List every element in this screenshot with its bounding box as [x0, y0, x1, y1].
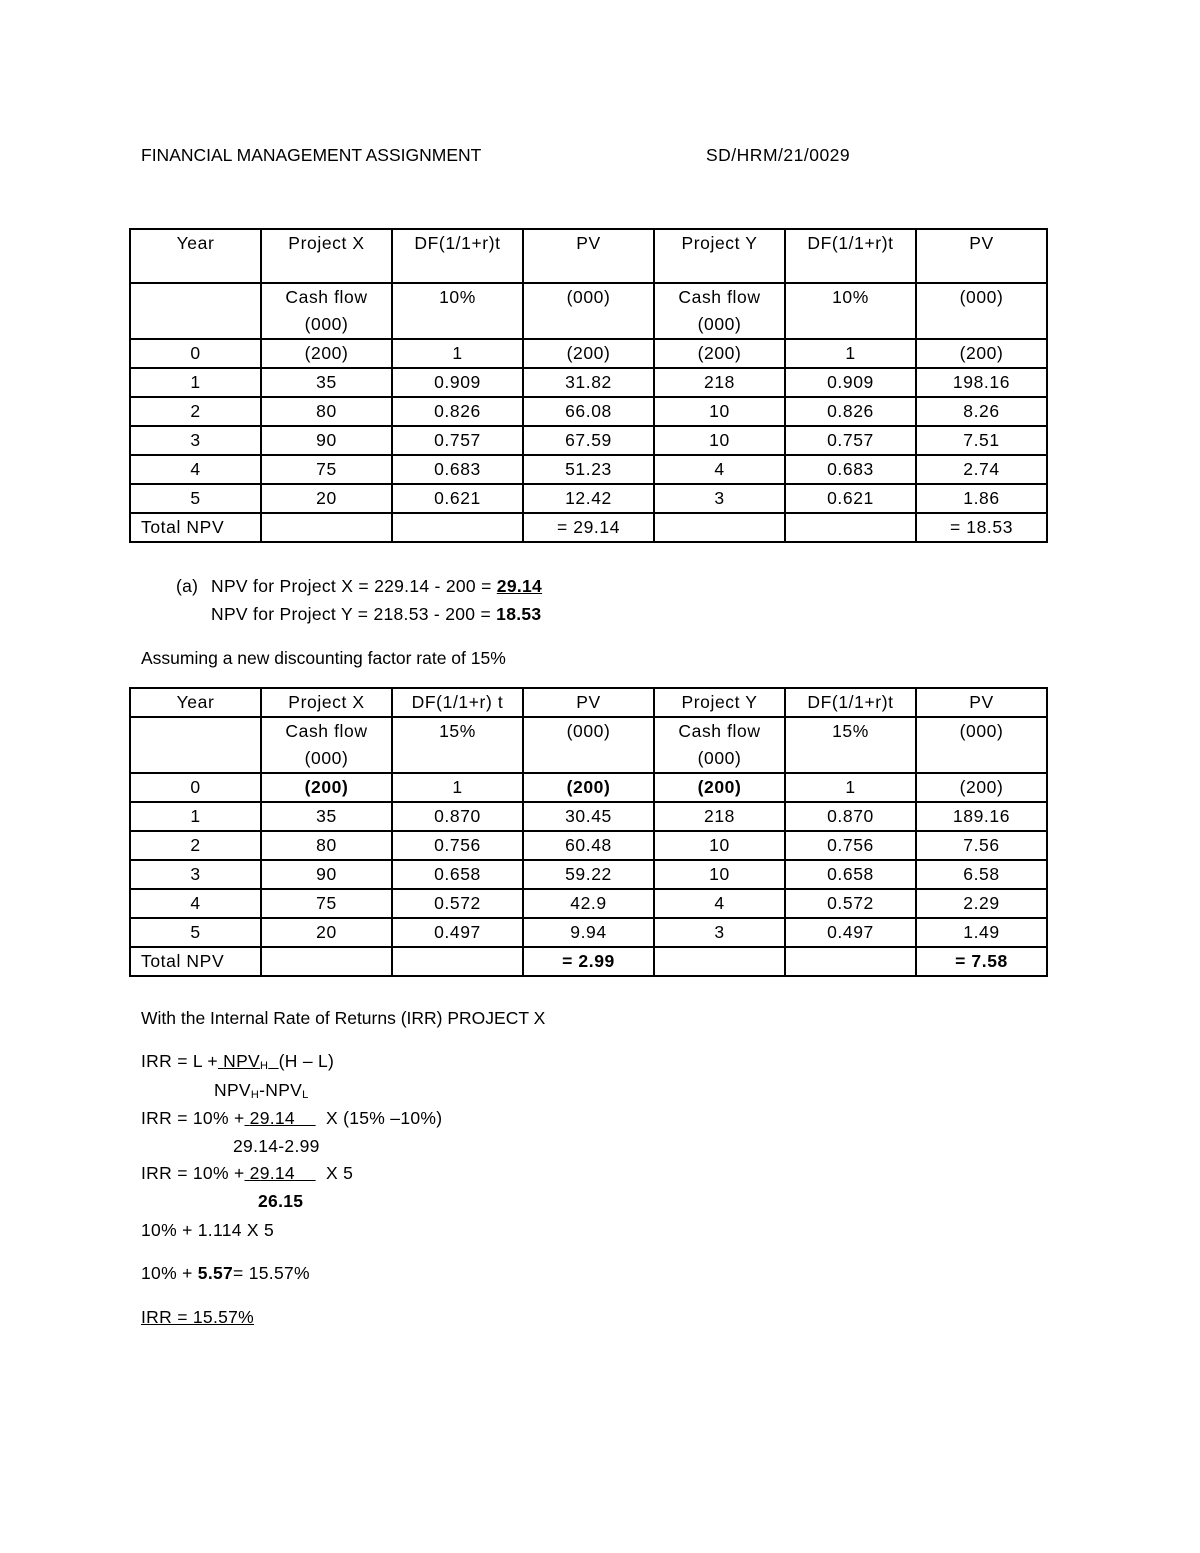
table-cell: 2	[130, 397, 261, 426]
table-cell-empty	[785, 513, 916, 542]
table-cell: 0.909	[785, 368, 916, 397]
table-row	[130, 426, 1047, 455]
table-cell: 35	[261, 368, 392, 397]
npv-y-result: 18.53	[496, 604, 542, 624]
table-cell: (200)	[523, 339, 654, 368]
irr-step4: 10% + 5.57= 15.57%	[141, 1263, 310, 1283]
table-cell: 90	[261, 860, 392, 889]
table-cell: 0	[130, 339, 261, 368]
table-cell-empty	[261, 513, 392, 542]
header-cell: Year	[130, 688, 261, 717]
table-cell: 4	[654, 889, 785, 918]
table-cell: 1	[130, 802, 261, 831]
table-cell: (200)	[261, 773, 392, 802]
header-cell: PV	[523, 688, 654, 717]
header-cell: 15%	[392, 717, 523, 773]
table-cell: 0.572	[785, 889, 916, 918]
table-cell: 30.45	[523, 802, 654, 831]
answer-a-label: (a)	[176, 576, 199, 596]
table-cell: 10	[654, 860, 785, 889]
table-cell: 1.49	[916, 918, 1047, 947]
table-cell: 4	[654, 455, 785, 484]
header-cell-empty	[130, 283, 261, 339]
irr-step1-denominator: 29.14-2.99	[233, 1136, 320, 1156]
table-cell: 7.51	[916, 426, 1047, 455]
total-npv-x: = 29.14	[523, 513, 654, 542]
table-row	[130, 368, 1047, 397]
table-cell: 0	[130, 773, 261, 802]
table-cell: 0.683	[785, 455, 916, 484]
table-cell: 51.23	[523, 455, 654, 484]
table-cell-empty	[392, 513, 523, 542]
table-cell: 5	[130, 484, 261, 513]
table-cell: 7.56	[916, 831, 1047, 860]
table-row	[130, 802, 1047, 831]
table-cell: 0.870	[785, 802, 916, 831]
table-cell: 75	[261, 889, 392, 918]
total-npv-y: = 7.58	[916, 947, 1047, 976]
table-cell: 8.26	[916, 397, 1047, 426]
header-cell: 10%	[392, 283, 523, 339]
header-cell: Project Y	[654, 688, 785, 717]
irr-step1: IRR = 10% + 29.14 X (15% –10%)	[141, 1108, 443, 1128]
header-cell: (000)	[916, 717, 1047, 773]
table-cell-empty	[261, 947, 392, 976]
header-cell: Cash flow (000)	[654, 717, 785, 773]
total-npv-row	[130, 513, 1047, 542]
table-cell: (200)	[916, 773, 1047, 802]
table-row	[130, 831, 1047, 860]
table-cell: 10	[654, 426, 785, 455]
header-cell: Cash flow (000)	[654, 283, 785, 339]
table-cell: 0.658	[392, 860, 523, 889]
table-cell: 90	[261, 426, 392, 455]
table-row	[130, 889, 1047, 918]
table-cell: 1	[785, 339, 916, 368]
table-cell: 12.42	[523, 484, 654, 513]
header-cell: Project X	[261, 229, 392, 283]
header-cell: Project Y	[654, 229, 785, 283]
table-cell: 3	[654, 484, 785, 513]
table-subheader-row	[130, 717, 1047, 773]
table-cell: 0.497	[785, 918, 916, 947]
table-cell: 0.497	[392, 918, 523, 947]
table-cell: 59.22	[523, 860, 654, 889]
table-cell: 0.756	[785, 831, 916, 860]
student-id: SD/HRM/21/0029	[706, 145, 851, 165]
table-row	[130, 339, 1047, 368]
table-header-row	[130, 229, 1047, 283]
table-cell: 1.86	[916, 484, 1047, 513]
table-cell: 35	[261, 802, 392, 831]
table-cell: 2	[130, 831, 261, 860]
table-cell: 20	[261, 918, 392, 947]
table-row	[130, 860, 1047, 889]
header-cell: Project X	[261, 688, 392, 717]
table-cell: 66.08	[523, 397, 654, 426]
total-label: Total NPV	[130, 947, 261, 976]
header-cell-empty	[130, 717, 261, 773]
table-cell: 42.9	[523, 889, 654, 918]
table-cell: (200)	[916, 339, 1047, 368]
table-cell: 0.757	[392, 426, 523, 455]
irr-result: IRR = 15.57%	[141, 1307, 255, 1327]
assumption-text: Assuming a new discounting factor rate of 15%	[141, 648, 506, 668]
table-cell-empty	[654, 947, 785, 976]
table-cell: (200)	[654, 773, 785, 802]
table-cell: 75	[261, 455, 392, 484]
irr-step2-denominator: 26.15	[258, 1191, 304, 1211]
npv-x-result: 29.14	[496, 576, 543, 596]
table-cell: 0.826	[785, 397, 916, 426]
header-cell: (000)	[523, 717, 654, 773]
table-cell: 10	[654, 397, 785, 426]
table-row	[130, 455, 1047, 484]
table-cell: 67.59	[523, 426, 654, 455]
table-cell-empty	[785, 947, 916, 976]
table-cell: 9.94	[523, 918, 654, 947]
total-npv-x: = 2.99	[523, 947, 654, 976]
table-cell: 1	[392, 773, 523, 802]
table-cell: 189.16	[916, 802, 1047, 831]
header-cell: (000)	[916, 283, 1047, 339]
header-cell: DF(1/1+r)t	[785, 229, 916, 283]
table-cell: 4	[130, 889, 261, 918]
irr-formula-denominator: NPVH-NPVL	[214, 1080, 309, 1101]
total-npv-row	[130, 947, 1047, 976]
total-label: Total NPV	[130, 513, 261, 542]
table-cell: 0.870	[392, 802, 523, 831]
table-cell: (200)	[654, 339, 785, 368]
header-cell: Cash flow (000)	[261, 717, 392, 773]
table-cell: 0.621	[392, 484, 523, 513]
answer-a-line1: NPV for Project X = 229.14 - 200 = 29.14	[211, 576, 543, 596]
table-cell: 0.757	[785, 426, 916, 455]
header-cell: PV	[916, 229, 1047, 283]
table-row	[130, 484, 1047, 513]
header-cell: PV	[916, 688, 1047, 717]
table-cell: 1	[130, 368, 261, 397]
table-cell: (200)	[523, 773, 654, 802]
assignment-title: FINANCIAL MANAGEMENT ASSIGNMENT	[141, 145, 482, 165]
table-cell: 31.82	[523, 368, 654, 397]
table-cell: 0.683	[392, 455, 523, 484]
table-subheader-row	[130, 283, 1047, 339]
table-cell: 80	[261, 831, 392, 860]
table-cell: 218	[654, 802, 785, 831]
table-cell: 0.909	[392, 368, 523, 397]
table-row	[130, 397, 1047, 426]
table-cell: 4	[130, 455, 261, 484]
table-cell: 0.826	[392, 397, 523, 426]
table-row	[130, 918, 1047, 947]
table-cell: 80	[261, 397, 392, 426]
table-cell: 0.658	[785, 860, 916, 889]
header-cell: Year	[130, 229, 261, 283]
table-cell: 10	[654, 831, 785, 860]
table-cell: 198.16	[916, 368, 1047, 397]
table-row	[130, 773, 1047, 802]
table-cell: 2.74	[916, 455, 1047, 484]
header-cell: DF(1/1+r) t	[392, 688, 523, 717]
header-cell: DF(1/1+r)t	[392, 229, 523, 283]
npv-table-10-percent	[129, 228, 1048, 543]
table-cell: 20	[261, 484, 392, 513]
total-npv-y: = 18.53	[916, 513, 1047, 542]
table-cell: 3	[654, 918, 785, 947]
header-cell: 10%	[785, 283, 916, 339]
table-cell: 1	[785, 773, 916, 802]
table-cell: 2.29	[916, 889, 1047, 918]
table-cell: 0.572	[392, 889, 523, 918]
answer-a-line2: NPV for Project Y = 218.53 - 200 = 18.53	[211, 604, 542, 624]
table-cell: 0.621	[785, 484, 916, 513]
table-cell: 218	[654, 368, 785, 397]
irr-step3: 10% + 1.114 X 5	[141, 1220, 275, 1240]
table-header-row	[130, 688, 1047, 717]
table-cell-empty	[392, 947, 523, 976]
table-cell: 6.58	[916, 860, 1047, 889]
irr-heading: With the Internal Rate of Returns (IRR) PROJECT X	[141, 1008, 546, 1028]
table-cell: 60.48	[523, 831, 654, 860]
table-cell-empty	[654, 513, 785, 542]
table-cell: 3	[130, 860, 261, 889]
header-cell: Cash flow (000)	[261, 283, 392, 339]
table-cell: 3	[130, 426, 261, 455]
npv-table-15-percent	[129, 687, 1048, 977]
irr-step2: IRR = 10% + 29.14 X 5	[141, 1163, 354, 1183]
table-cell: 1	[392, 339, 523, 368]
header-cell: PV	[523, 229, 654, 283]
table-cell: 5	[130, 918, 261, 947]
table-cell: (200)	[261, 339, 392, 368]
irr-formula: IRR = L + NPVH (H – L)	[141, 1051, 335, 1072]
header-cell: DF(1/1+r)t	[785, 688, 916, 717]
header-cell: (000)	[523, 283, 654, 339]
table-cell: 0.756	[392, 831, 523, 860]
header-cell: 15%	[785, 717, 916, 773]
